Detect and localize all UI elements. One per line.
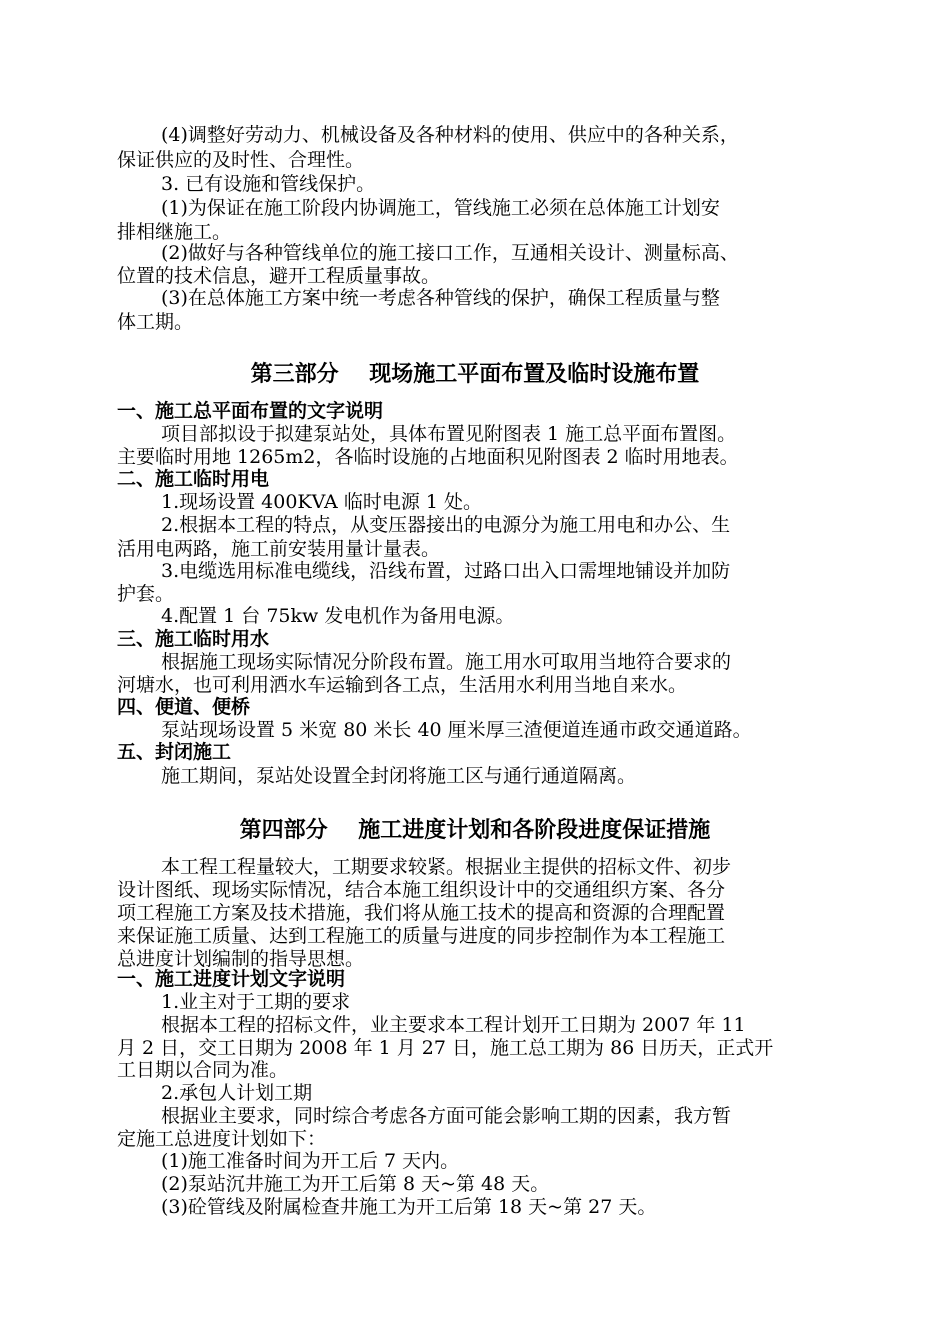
part-title: 第三部分 现场施工平面布置及临时设施布置 [250, 362, 700, 387]
paragraph-line: 根据施工现场实际情况分阶段布置。施工用水可取用当地符合要求的 [161, 651, 732, 673]
paragraph-line: 工日期以合同为准。 [117, 1059, 289, 1081]
paragraph-line: 保证供应的及时性、合理性。 [117, 149, 365, 171]
paragraph-line: 河塘水，也可利用洒水车运输到各工点，生活用水利用当地自来水。 [117, 674, 688, 696]
paragraph-line: (1)为保证在施工阶段内协调施工，管线施工必须在总体施工计划安 [161, 197, 720, 219]
paragraph-line: 位置的技术信息，避开工程质量事故。 [117, 265, 441, 287]
paragraph-line: 主要临时用地 1265m2，各临时设施的占地面积见附图表 2 临时用地表。 [117, 446, 739, 468]
list-item: 1.现场设置 400KVA 临时电源 1 处。 [161, 491, 482, 513]
list-item: 4.配置 1 台 75kw 发电机作为备用电源。 [161, 605, 515, 627]
list-item: (1)施工准备时间为开工后 7 天内。 [161, 1150, 460, 1172]
paragraph-line: 项工程施工方案及技术措施，我们将从施工技术的提高和资源的合理配置 [117, 902, 726, 924]
paragraph-line: 施工期间，泵站处设置全封闭将施工区与通行通道隔离。 [161, 765, 637, 787]
paragraph-line: 体工期。 [117, 311, 194, 333]
paragraph-line: 根据本工程的招标文件，业主要求本工程计划开工日期为 2007 年 11 [161, 1014, 746, 1036]
paragraph-line: (3)在总体施工方案中统一考虑各种管线的保护，确保工程质量与整 [161, 287, 720, 309]
section-heading: 3. 已有设施和管线保护。 [161, 173, 376, 195]
section-heading: 二、施工临时用电 [117, 468, 270, 490]
list-item: 2.根据本工程的特点，从变压器接出的电源分为施工用电和办公、生 [161, 514, 731, 536]
section-heading: 四、便道、便桥 [117, 696, 251, 718]
paragraph-line: 排相继施工。 [117, 221, 232, 243]
paragraph-line: 设计图纸、现场实际情况，结合本施工组织设计中的交通组织方案、各分 [117, 879, 726, 901]
list-item: (3)砼管线及附属检查井施工为开工后第 18 天~第 27 天。 [161, 1196, 657, 1218]
paragraph-line: 定施工总进度计划如下： [117, 1128, 327, 1150]
section-heading: 三、施工临时用水 [117, 628, 270, 650]
subsection-heading: 2.承包人计划工期 [161, 1082, 313, 1104]
paragraph-line: 总进度计划编制的指导思想。 [117, 948, 365, 970]
paragraph-line: 泵站现场设置 5 米宽 80 米长 40 厘米厚三渣便道连通市政交通道路。 [161, 719, 752, 741]
paragraph-line: (2)做好与各种管线单位的施工接口工作，互通相关设计、测量标高、 [161, 242, 739, 264]
paragraph-line: 活用电两路，施工前安装用量计量表。 [117, 538, 441, 560]
subsection-heading: 1.业主对于工期的要求 [161, 991, 351, 1013]
section-heading: 一、施工进度计划文字说明 [117, 968, 346, 990]
paragraph-line: 根据业主要求，同时综合考虑各方面可能会影响工期的因素，我方暂 [161, 1105, 732, 1127]
paragraph-line: 项目部拟设于拟建泵站处，具体布置见附图表 1 施工总平面布置图。 [161, 423, 737, 445]
part-title: 第四部分 施工进度计划和各阶段进度保证措施 [239, 818, 711, 843]
paragraph-line: (4)调整好劳动力、机械设备及各种材料的使用、供应中的各种关系， [161, 124, 739, 146]
section-heading: 一、施工总平面布置的文字说明 [117, 400, 384, 422]
list-item: (2)泵站沉井施工为开工后第 8 天~第 48 天。 [161, 1173, 550, 1195]
paragraph-line: 月 2 日，交工日期为 2008 年 1 月 27 日，施工总工期为 86 日历天，正式开 [117, 1037, 774, 1059]
paragraph-line: 护套。 [117, 583, 175, 605]
section-heading: 五、封闭施工 [117, 741, 232, 763]
list-item: 3.电缆选用标准电缆线，沿线布置，过路口出入口需埋地铺设并加防 [161, 560, 731, 582]
paragraph-line: 来保证施工质量、达到工程施工的质量与进度的同步控制作为本工程施工 [117, 925, 726, 947]
paragraph-line: 本工程工程量较大，工期要求较紧。根据业主提供的招标文件、初步 [161, 856, 732, 878]
